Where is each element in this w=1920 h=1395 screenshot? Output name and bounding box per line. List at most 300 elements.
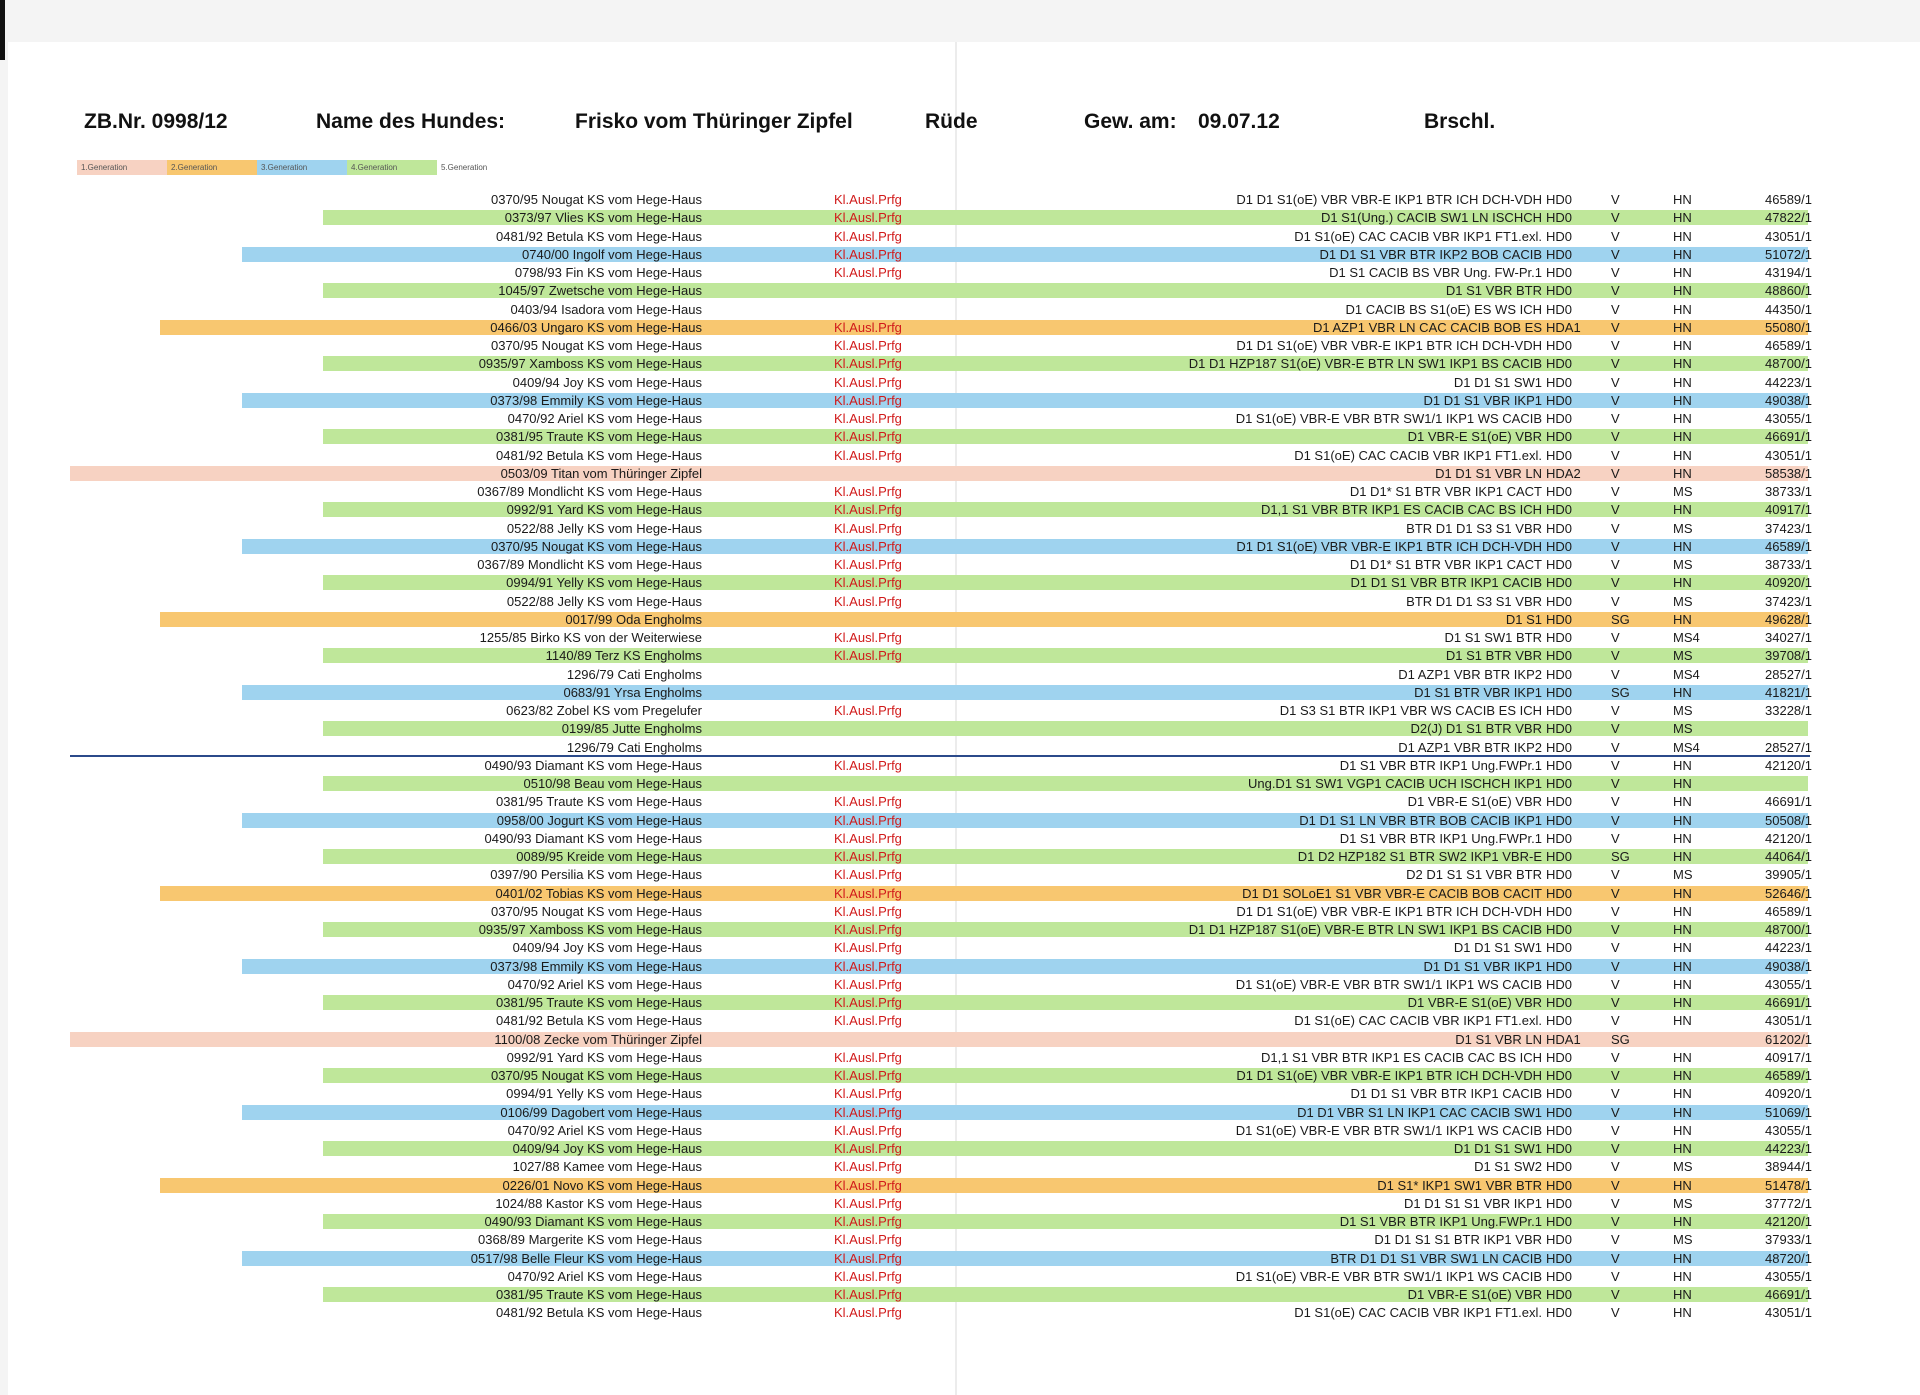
pedigree-row xyxy=(0,774,1920,792)
titles-cell: D1 D1 S1 VBR BTR IKP1 CACIB xyxy=(1350,575,1542,591)
training-cell: MS xyxy=(1673,1159,1693,1175)
titles-cell: D1 S1 CACIB BS VBR Ung. FW-Pr.1 xyxy=(1329,265,1542,280)
test-cell: Kl.Ausl.Prfg xyxy=(834,502,902,518)
test-cell: Kl.Ausl.Prfg xyxy=(834,484,902,499)
pedigree-row xyxy=(0,208,1920,226)
hd-cell: HD0 xyxy=(1546,1268,1573,1284)
training-cell: HN xyxy=(1673,1013,1692,1029)
dog-name-cell: 0935/97 Xamboss KS vom Hege-Haus xyxy=(478,356,702,372)
register-number-cell: 43055/1 xyxy=(1765,1122,1812,1138)
register-number-cell: 37423/1 xyxy=(1765,593,1812,609)
training-cell: HN xyxy=(1673,1068,1692,1083)
dog-name-cell: 0740/00 Ingolf vom Hege-Haus xyxy=(522,246,702,262)
pedigree-row xyxy=(0,1157,1920,1175)
titles-cell: D1 S1(oE) CAC CACIB VBR IKP1 FT1.exl. xyxy=(1294,447,1542,463)
training-cell: MS xyxy=(1673,648,1693,664)
dog-name-cell: 0522/88 Jelly KS vom Hege-Haus xyxy=(506,593,702,609)
titles-cell: D1,1 S1 VBR BTR IKP1 ES CACIB CAC BS ICH xyxy=(1260,1049,1542,1065)
training-cell: MS xyxy=(1673,593,1693,609)
dog-name-cell: 0798/93 Fin KS vom Hege-Haus xyxy=(514,265,702,280)
register-number-cell: 46691/1 xyxy=(1765,995,1812,1010)
pedigree-row xyxy=(0,719,1920,737)
titles-cell: D1 S1(oE) CAC CACIB VBR IKP1 FT1.exl. xyxy=(1294,1013,1542,1029)
training-cell: HN xyxy=(1673,228,1692,244)
dog-name: Frisko vom Thüringer Zipfel xyxy=(575,110,853,133)
hd-cell: HD0 xyxy=(1546,922,1573,937)
pedigree-row xyxy=(0,1194,1920,1212)
hd-cell: HD0 xyxy=(1546,429,1573,445)
pedigree-row xyxy=(0,354,1920,372)
register-number-cell: 43051/1 xyxy=(1765,1305,1812,1321)
titles-cell: D1 D1* S1 BTR VBR IKP1 CACT xyxy=(1349,484,1542,499)
test-cell: Kl.Ausl.Prfg xyxy=(834,192,902,207)
training-cell: HN xyxy=(1673,1268,1692,1284)
training-cell: MS4 xyxy=(1673,739,1700,755)
register-number-cell: 50508/1 xyxy=(1765,812,1812,828)
training-cell: HN xyxy=(1673,611,1692,627)
test-cell: Kl.Ausl.Prfg xyxy=(834,1122,902,1138)
register-number-cell: 49628/1 xyxy=(1765,611,1812,627)
pedigree-row xyxy=(0,1303,1920,1321)
legend-gen-5: 5.Generation xyxy=(437,160,527,175)
training-cell: MS xyxy=(1673,703,1693,718)
generation-color-bar xyxy=(242,959,1808,974)
test-cell: Kl.Ausl.Prfg xyxy=(834,1268,902,1284)
register-number-cell: 55080/1 xyxy=(1765,319,1812,335)
dog-name-cell: 0481/92 Betula KS vom Hege-Haus xyxy=(496,1013,702,1029)
dog-name-cell: 0522/88 Jelly KS vom Hege-Haus xyxy=(506,520,702,536)
titles-cell: D1 VBR-E S1(oE) VBR xyxy=(1407,995,1542,1010)
training-cell: HN xyxy=(1673,1141,1692,1156)
training-cell: HN xyxy=(1673,356,1692,372)
dog-name-cell: 0397/90 Persilia KS vom Hege-Haus xyxy=(490,867,702,883)
test-cell: Kl.Ausl.Prfg xyxy=(834,538,902,554)
form-grade-cell: SG xyxy=(1611,611,1630,627)
dog-name-cell: 1024/88 Kastor KS vom Hege-Haus xyxy=(495,1195,702,1211)
hd-cell: HD0 xyxy=(1546,684,1573,700)
test-cell: Kl.Ausl.Prfg xyxy=(834,392,902,408)
pedigree-row xyxy=(0,610,1920,628)
hd-cell: HD0 xyxy=(1546,903,1573,919)
form-grade-cell: V xyxy=(1611,940,1620,956)
test-cell: Kl.Ausl.Prfg xyxy=(834,246,902,262)
pedigree-row xyxy=(0,482,1920,500)
form-grade-cell: V xyxy=(1611,520,1620,536)
form-grade-cell: V xyxy=(1611,1049,1620,1065)
dog-name-cell: 0106/99 Dagobert vom Hege-Haus xyxy=(500,1104,702,1120)
test-cell: Kl.Ausl.Prfg xyxy=(834,575,902,591)
hd-cell: HD0 xyxy=(1546,1159,1573,1175)
form-grade-cell: V xyxy=(1611,885,1620,901)
register-number-cell: 37423/1 xyxy=(1765,520,1812,536)
form-grade-cell: SG xyxy=(1611,684,1630,700)
training-cell: HN xyxy=(1673,338,1692,353)
titles-cell: D1 D1 S1 S1 VBR IKP1 xyxy=(1403,1195,1542,1211)
titles-cell: D1 S1(oE) CAC CACIB VBR IKP1 FT1.exl. xyxy=(1294,228,1542,244)
training-cell: HN xyxy=(1673,265,1692,280)
register-number-cell: 28527/1 xyxy=(1765,739,1812,755)
training-cell: MS xyxy=(1673,557,1693,572)
titles-cell: D1 D1 S1 VBR BTR IKP1 CACIB xyxy=(1350,1086,1542,1102)
hd-cell: HD0 xyxy=(1546,812,1573,828)
hd-cell: HD0 xyxy=(1546,1250,1573,1266)
training-cell: MS xyxy=(1673,721,1693,737)
dog-name-cell: 0370/95 Nougat KS vom Hege-Haus xyxy=(490,538,702,554)
legend-gen-2: 2.Generation xyxy=(167,160,257,175)
register-number-cell: 46589/1 xyxy=(1765,538,1812,554)
register-number-cell: 40920/1 xyxy=(1765,1086,1812,1102)
test-cell: Kl.Ausl.Prfg xyxy=(834,757,902,773)
register-number-cell: 41821/1 xyxy=(1765,684,1812,700)
register-number-cell: 46589/1 xyxy=(1765,903,1812,919)
pedigree-row xyxy=(0,1048,1920,1066)
dog-name-cell: 0992/91 Yard KS vom Hege-Haus xyxy=(506,502,702,518)
training-cell: HN xyxy=(1673,1214,1692,1229)
pedigree-row xyxy=(0,300,1920,318)
titles-cell: D1 CACIB BS S1(oE) ES WS ICH xyxy=(1345,301,1542,317)
hd-cell: HD0 xyxy=(1546,976,1573,992)
training-cell: HN xyxy=(1673,1250,1692,1266)
test-cell: Kl.Ausl.Prfg xyxy=(834,1159,902,1175)
training-cell: HN xyxy=(1673,995,1692,1010)
training-cell: HN xyxy=(1673,429,1692,445)
pedigree-row xyxy=(0,1249,1920,1267)
form-grade-cell: V xyxy=(1611,666,1620,682)
register-number-cell: 44064/1 xyxy=(1765,849,1812,864)
dog-name-cell: 1140/89 Terz KS Engholms xyxy=(545,648,702,664)
training-cell: MS4 xyxy=(1673,666,1700,682)
training-cell: HN xyxy=(1673,684,1692,700)
generation-color-bar xyxy=(242,685,1808,700)
training-cell: HN xyxy=(1673,976,1692,992)
dog-name-cell: 1255/85 Birko KS von der Weiterwiese xyxy=(479,630,702,645)
dog-name-cell: 0470/92 Ariel KS vom Hege-Haus xyxy=(507,976,702,992)
test-cell: Kl.Ausl.Prfg xyxy=(834,1013,902,1029)
pedigree-row xyxy=(0,738,1920,756)
training-cell: HN xyxy=(1673,1287,1692,1302)
pedigree-row xyxy=(0,592,1920,610)
training-cell: HN xyxy=(1673,1104,1692,1120)
test-cell: Kl.Ausl.Prfg xyxy=(834,1250,902,1266)
form-grade-cell: V xyxy=(1611,1122,1620,1138)
hd-cell: HD0 xyxy=(1546,867,1573,883)
generation-color-bar xyxy=(242,539,1808,554)
form-grade-cell: V xyxy=(1611,1159,1620,1175)
pedigree-row xyxy=(0,446,1920,464)
form-grade-cell: V xyxy=(1611,538,1620,554)
pedigree-row xyxy=(0,1030,1920,1048)
training-cell: HN xyxy=(1673,374,1692,390)
dog-name-cell: 0381/95 Traute KS vom Hege-Haus xyxy=(496,995,702,1010)
training-cell: HN xyxy=(1673,958,1692,974)
hd-cell: HD0 xyxy=(1546,192,1573,207)
titles-cell: D1 D1 S1 S1 BTR IKP1 VBR xyxy=(1374,1232,1542,1248)
register-number-cell: 48860/1 xyxy=(1765,283,1812,299)
titles-cell: D1 AZP1 VBR LN CAC CACIB BOB ES xyxy=(1312,319,1542,335)
generation-color-bar xyxy=(242,393,1808,408)
titles-cell: D1 D1 S1 LN VBR BTR BOB CACIB IKP1 xyxy=(1299,812,1542,828)
dog-name-cell: 0481/92 Betula KS vom Hege-Haus xyxy=(496,1305,702,1321)
register-number-cell: 46691/1 xyxy=(1765,429,1812,445)
register-number-cell: 43055/1 xyxy=(1765,976,1812,992)
dog-name-cell: 0994/91 Yelly KS vom Hege-Haus xyxy=(506,575,702,591)
pedigree-row xyxy=(0,537,1920,555)
hd-cell: HD0 xyxy=(1546,666,1573,682)
training-cell: HN xyxy=(1673,392,1692,408)
titles-cell: D1 D1 HZP187 S1(oE) VBR-E BTR LN SW1 IKP1 BS CACIB xyxy=(1188,922,1542,937)
training-cell: HN xyxy=(1673,319,1692,335)
dog-name-cell: 0958/00 Jogurt KS vom Hege-Haus xyxy=(496,812,702,828)
training-cell: HN xyxy=(1673,1177,1692,1193)
titles-cell: D1 D1 S1 VBR IKP1 xyxy=(1423,392,1542,408)
register-number-cell: 46589/1 xyxy=(1765,192,1812,207)
test-cell: Kl.Ausl.Prfg xyxy=(834,976,902,992)
test-cell: Kl.Ausl.Prfg xyxy=(834,520,902,536)
training-cell: HN xyxy=(1673,502,1692,518)
form-grade-cell: V xyxy=(1611,1268,1620,1284)
hd-cell: HD0 xyxy=(1546,1104,1573,1120)
form-grade-cell: V xyxy=(1611,465,1620,481)
training-cell: MS xyxy=(1673,520,1693,536)
training-cell: MS4 xyxy=(1673,630,1700,645)
test-cell: Kl.Ausl.Prfg xyxy=(834,1287,902,1302)
form-grade-cell: V xyxy=(1611,1068,1620,1083)
hd-cell: HD0 xyxy=(1546,265,1573,280)
hd-cell: HD0 xyxy=(1546,1141,1573,1156)
training-cell: HN xyxy=(1673,776,1692,791)
test-cell: Kl.Ausl.Prfg xyxy=(834,319,902,335)
pedigree-row xyxy=(0,573,1920,591)
pedigree-row xyxy=(0,1176,1920,1194)
dog-name-cell: 1027/88 Kamee vom Hege-Haus xyxy=(512,1159,702,1175)
training-cell: HN xyxy=(1673,538,1692,554)
form-grade-cell: V xyxy=(1611,265,1620,280)
titles-cell: D1 S1(Ung.) CACIB SW1 LN ISCHCH xyxy=(1320,210,1542,226)
register-number-cell: 33228/1 xyxy=(1765,703,1812,718)
hd-cell: HD0 xyxy=(1546,1232,1573,1248)
register-number-cell: 46691/1 xyxy=(1765,794,1812,810)
training-cell: HN xyxy=(1673,210,1692,226)
training-cell: HN xyxy=(1673,940,1692,956)
dog-name-cell: 0490/93 Diamant KS vom Hege-Haus xyxy=(484,757,702,773)
hd-cell: HD0 xyxy=(1546,1013,1573,1029)
zb-number: ZB.Nr. 0998/12 xyxy=(84,110,228,133)
register-number-cell: 58538/1 xyxy=(1765,465,1812,481)
pedigree-row xyxy=(0,975,1920,993)
training-cell: HN xyxy=(1673,447,1692,463)
register-number-cell: 42120/1 xyxy=(1765,830,1812,846)
titles-cell: D1 D1 S1(oE) VBR VBR-E IKP1 BTR ICH DCH-VDH xyxy=(1236,338,1542,353)
register-number-cell: 44223/1 xyxy=(1765,1141,1812,1156)
test-cell: Kl.Ausl.Prfg xyxy=(834,265,902,280)
form-grade-cell: V xyxy=(1611,1177,1620,1193)
test-cell: Kl.Ausl.Prfg xyxy=(834,593,902,609)
test-cell: Kl.Ausl.Prfg xyxy=(834,210,902,226)
pedigree-row xyxy=(0,701,1920,719)
pedigree-row xyxy=(0,464,1920,482)
form-grade-cell: V xyxy=(1611,1305,1620,1321)
dog-name-cell: 0490/93 Diamant KS vom Hege-Haus xyxy=(484,1214,702,1229)
hd-cell: HD0 xyxy=(1546,1086,1573,1102)
pedigree-row xyxy=(0,683,1920,701)
training-cell: HN xyxy=(1673,1122,1692,1138)
register-number-cell: 43051/1 xyxy=(1765,447,1812,463)
hd-cell: HD0 xyxy=(1546,520,1573,536)
titles-cell: D1 D1 HZP187 S1(oE) VBR-E BTR LN SW1 IKP1 BS CACIB xyxy=(1188,356,1542,372)
titles-cell: D1,1 S1 VBR BTR IKP1 ES CACIB CAC BS ICH xyxy=(1260,502,1542,518)
test-cell: Kl.Ausl.Prfg xyxy=(834,794,902,810)
pedigree-row xyxy=(0,847,1920,865)
titles-cell: D1 S1(oE) VBR-E VBR BTR SW1/1 IKP1 WS CACIB xyxy=(1235,1268,1542,1284)
hd-cell: HD0 xyxy=(1546,757,1573,773)
form-grade-cell: V xyxy=(1611,1232,1620,1248)
training-cell: HN xyxy=(1673,575,1692,591)
register-number-cell: 44223/1 xyxy=(1765,374,1812,390)
titles-cell: D1 S1(oE) VBR-E VBR BTR SW1/1 IKP1 WS CACIB xyxy=(1235,411,1542,426)
dog-name-cell: 0370/95 Nougat KS vom Hege-Haus xyxy=(490,1068,702,1083)
pedigree-row xyxy=(0,1011,1920,1029)
hd-cell: HD0 xyxy=(1546,447,1573,463)
pedigree-row xyxy=(0,318,1920,336)
test-cell: Kl.Ausl.Prfg xyxy=(834,812,902,828)
test-cell: Kl.Ausl.Prfg xyxy=(834,411,902,426)
training-cell: HN xyxy=(1673,1305,1692,1321)
titles-cell: BTR D1 D1 S3 S1 VBR xyxy=(1406,520,1542,536)
pedigree-row xyxy=(0,1212,1920,1230)
register-number-cell: 48720/1 xyxy=(1765,1250,1812,1266)
titles-cell: Ung.D1 S1 SW1 VGP1 CACIB UCH ISCHCH IKP1 xyxy=(1247,776,1542,791)
training-cell: HN xyxy=(1673,922,1692,937)
hd-cell: HD0 xyxy=(1546,794,1573,810)
register-number-cell: 51478/1 xyxy=(1765,1177,1812,1193)
form-grade-cell: V xyxy=(1611,557,1620,572)
form-grade-cell: V xyxy=(1611,356,1620,372)
register-number-cell: 42120/1 xyxy=(1765,757,1812,773)
pedigree-row xyxy=(0,920,1920,938)
form-grade-cell: V xyxy=(1611,830,1620,846)
register-number-cell: 40920/1 xyxy=(1765,575,1812,591)
form-grade-cell: V xyxy=(1611,630,1620,645)
hd-cell: HD0 xyxy=(1546,1049,1573,1065)
dog-name-cell: 0401/02 Tobias KS vom Hege-Haus xyxy=(495,885,702,901)
pedigree-row xyxy=(0,865,1920,883)
test-cell: Kl.Ausl.Prfg xyxy=(834,447,902,463)
hd-cell: HD0 xyxy=(1546,374,1573,390)
dog-name-cell: 0368/89 Margerite KS vom Hege-Haus xyxy=(477,1232,702,1248)
test-cell: Kl.Ausl.Prfg xyxy=(834,356,902,372)
register-number-cell: 43051/1 xyxy=(1765,228,1812,244)
test-cell: Kl.Ausl.Prfg xyxy=(834,630,902,645)
form-grade-cell: SG xyxy=(1611,849,1630,864)
pedigree-row xyxy=(0,263,1920,281)
form-grade-cell: V xyxy=(1611,338,1620,353)
hd-cell: HD0 xyxy=(1546,1287,1573,1302)
generation-color-bar xyxy=(242,247,1808,262)
hd-cell: HD0 xyxy=(1546,611,1573,627)
titles-cell: D1 S1(oE) CAC CACIB VBR IKP1 FT1.exl. xyxy=(1294,1305,1542,1321)
register-number-cell: 51072/1 xyxy=(1765,246,1812,262)
titles-cell: BTR D1 D1 S1 VBR SW1 LN CACIB xyxy=(1330,1250,1542,1266)
dog-name-cell: 1100/08 Zecke vom Thüringer Zipfel xyxy=(494,1031,702,1047)
hd-cell: HD0 xyxy=(1546,301,1573,317)
pedigree-row xyxy=(0,500,1920,518)
titles-cell: D1 S1* IKP1 SW1 VBR BTR xyxy=(1377,1177,1542,1193)
dog-name-cell: 0403/94 Isadora vom Hege-Haus xyxy=(510,301,702,317)
pedigree-row xyxy=(0,1285,1920,1303)
titles-cell: D1 D1 VBR S1 LN IKP1 CAC CACIB SW1 xyxy=(1297,1104,1542,1120)
form-grade-cell: V xyxy=(1611,922,1620,937)
hd-cell: HD0 xyxy=(1546,392,1573,408)
pedigree-row xyxy=(0,245,1920,263)
titles-cell: D1 S1(oE) VBR-E VBR BTR SW1/1 IKP1 WS CACIB xyxy=(1235,1122,1542,1138)
register-number-cell: 43194/1 xyxy=(1765,265,1812,280)
dog-name-cell: 0381/95 Traute KS vom Hege-Haus xyxy=(496,794,702,810)
form-grade-cell: V xyxy=(1611,502,1620,518)
training-cell: HN xyxy=(1673,757,1692,773)
dog-name-cell: 0994/91 Yelly KS vom Hege-Haus xyxy=(506,1086,702,1102)
register-number-cell: 44223/1 xyxy=(1765,940,1812,956)
test-cell: Kl.Ausl.Prfg xyxy=(834,557,902,572)
training-cell: MS xyxy=(1673,1195,1693,1211)
test-cell: Kl.Ausl.Prfg xyxy=(834,648,902,664)
dog-name-cell: 0623/82 Zobel KS vom Pregelufer xyxy=(506,703,702,718)
register-number-cell: 44350/1 xyxy=(1765,301,1812,317)
test-cell: Kl.Ausl.Prfg xyxy=(834,867,902,883)
titles-cell: D1 AZP1 VBR BTR IKP2 xyxy=(1398,739,1542,755)
training-cell: HN xyxy=(1673,903,1692,919)
test-cell: Kl.Ausl.Prfg xyxy=(834,1068,902,1083)
dog-name-label: Name des Hundes: xyxy=(316,110,506,133)
form-grade-cell: V xyxy=(1611,812,1620,828)
pedigree-row xyxy=(0,902,1920,920)
register-number-cell: 39905/1 xyxy=(1765,867,1812,883)
register-number-cell: 52646/1 xyxy=(1765,885,1812,901)
form-grade-cell: V xyxy=(1611,739,1620,755)
legend-gen-1: 1.Generation xyxy=(77,160,167,175)
hd-cell: HD0 xyxy=(1546,210,1573,226)
dog-name-cell: 0935/97 Xamboss KS vom Hege-Haus xyxy=(478,922,702,937)
titles-cell: D1 VBR-E S1(oE) VBR xyxy=(1407,429,1542,445)
register-number-cell: 43051/1 xyxy=(1765,1013,1812,1029)
training-cell: HN xyxy=(1673,1049,1692,1065)
dog-name-cell: 0470/92 Ariel KS vom Hege-Haus xyxy=(507,1268,702,1284)
hd-cell: HD0 xyxy=(1546,1068,1573,1083)
hd-cell: HD0 xyxy=(1546,1305,1573,1321)
hd-cell: HD0 xyxy=(1546,575,1573,591)
hd-cell: HD0 xyxy=(1546,593,1573,609)
titles-cell: D1 D1 S1 SW1 xyxy=(1453,374,1542,390)
dog-name-cell: 0381/95 Traute KS vom Hege-Haus xyxy=(496,1287,702,1302)
register-number-cell: 47822/1 xyxy=(1765,210,1812,226)
titles-cell: D1 S1 xyxy=(1505,611,1542,627)
form-grade-cell: V xyxy=(1611,648,1620,664)
register-number-cell: 38944/1 xyxy=(1765,1159,1812,1175)
titles-cell: D1 D1 S1 VBR BTR IKP2 BOB CACIB xyxy=(1319,246,1542,262)
hd-cell: HDA1 xyxy=(1546,1031,1581,1047)
hd-cell: HD0 xyxy=(1546,703,1573,718)
hd-cell: HD0 xyxy=(1546,411,1573,426)
form-grade-cell: V xyxy=(1611,1141,1620,1156)
form-grade-cell: V xyxy=(1611,1086,1620,1102)
register-number-cell: 38733/1 xyxy=(1765,557,1812,572)
form-grade-cell: V xyxy=(1611,429,1620,445)
training-cell: HN xyxy=(1673,465,1692,481)
form-grade-cell: V xyxy=(1611,392,1620,408)
form-grade-cell: V xyxy=(1611,1287,1620,1302)
register-number-cell: 40917/1 xyxy=(1765,1049,1812,1065)
form-grade-cell: V xyxy=(1611,995,1620,1010)
hd-cell: HDA2 xyxy=(1546,465,1581,481)
